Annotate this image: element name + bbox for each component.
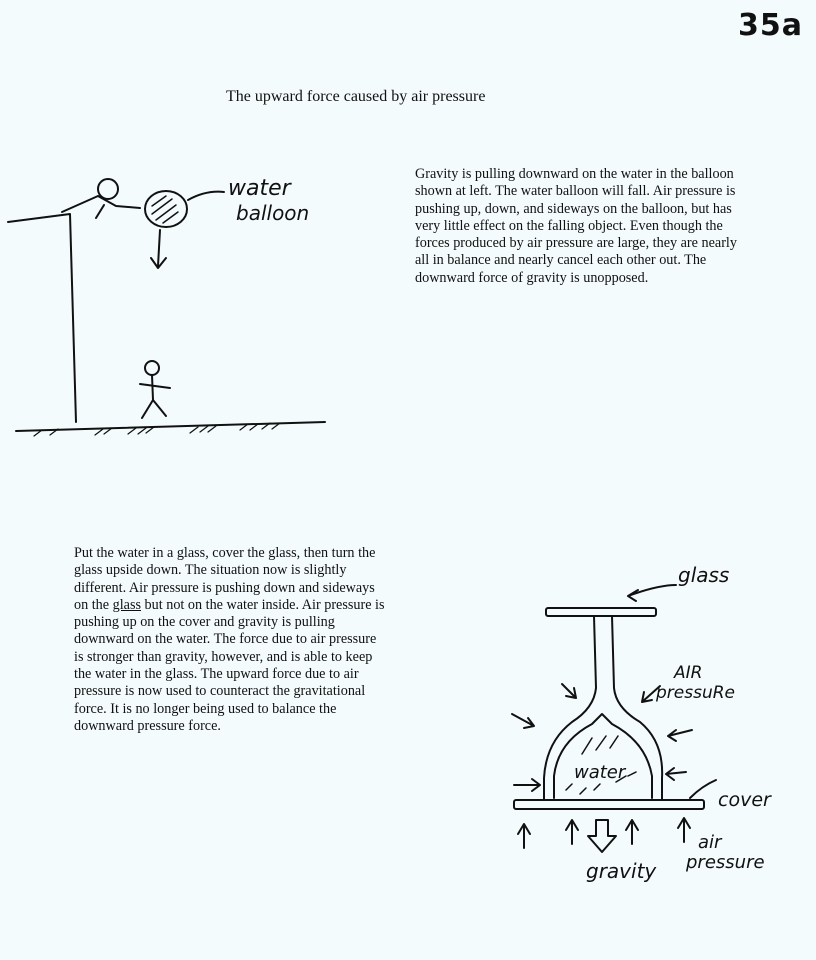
upward-arrow-2 [566,820,578,844]
upward-arrow-3 [626,820,638,844]
pressure-arrow-1 [562,684,576,698]
pressure-arrow-3 [512,714,534,728]
glass-base [546,608,656,616]
pressure-arrow-6 [666,768,686,780]
paragraph-inverted-glass-part2: but not on the water inside. Air pressure is pushing up on the cover and gravity is pulling downward on the water. The force due to air pressure is stronger than gravity, however, and is able to keep the water in the glass. The upward force due to air pressure is now used to counteract the gravitational force. It is no longer being used to balance the downward pressure force. [74,596,385,734]
page-title: The upward force caused by air pressure [226,88,486,105]
water-label: water [574,762,626,783]
upward-arrow-1 [518,824,530,848]
air-pressure-bottom-label-2: pressure [686,852,765,873]
air-pressure-top-label-2: pressuRe [656,683,735,703]
air-pressure-top-label-1: AIR [674,663,703,683]
balloon-label-line1: water [228,176,291,201]
glass-label-arrow [628,585,676,601]
paragraph-falling-balloon: Gravity is pulling downward on the water in the balloon shown at left. The water balloon will fall. Air pressure is pushing up, down, and sideways on the balloon, but has very little effect on the falling object. Even though the forces produced by air pressure are large, they are nearly all in balance and nearly cancel each other out. The downward force of gravity is unopposed. [415,166,737,286]
cover-label-arrow [690,780,716,798]
balloon-label-line2: balloon [236,201,310,225]
paragraph-inverted-glass-part1: Put the water in a glass, cover the glass, then turn the glass upside down. The situation now is slightly different. Air pressure is pushing down and sideways on the [74,545,376,613]
underlined-glass-word: glass [112,596,141,613]
pressure-arrow-5 [514,779,540,791]
gravity-label: gravity [586,859,657,883]
air-pressure-bottom-label-1: air [698,832,722,853]
cover [514,800,704,809]
gravity-arrow [588,820,616,852]
upward-arrow-4 [678,818,690,842]
cover-label: cover [718,789,771,811]
glass-inner [554,714,652,798]
pressure-arrow-4 [668,730,692,741]
page-number: 35a [738,8,803,43]
glass-label: glass [678,563,730,587]
